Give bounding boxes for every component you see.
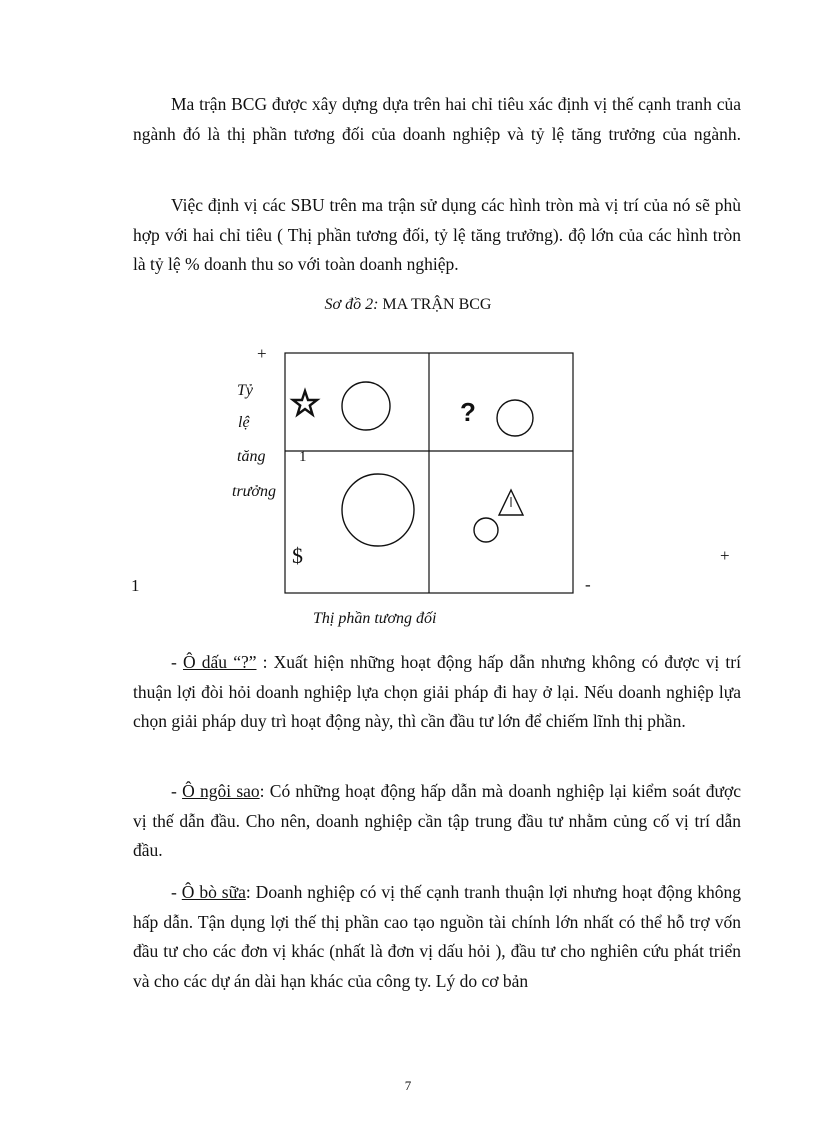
paragraph-bcg-intro-end: ngành. <box>693 123 741 144</box>
cash-cow-quadrant-circle <box>342 474 414 546</box>
bullet-star-text: : Có những hoạt động hấp dẫn mà doanh nghiệp lại kiểm soát được vị thế dẫn đầu. Cho nên, doanh nghiệp cần tập trung đầu tư nhằm củng cố vị trí dẫn đầu. <box>133 781 742 860</box>
y-axis-label-line-4: trưởng <box>232 483 276 500</box>
paragraph-sbu-positioning: Việc định vị các SBU trên ma trận sử dụng các hình tròn mà vị trí của nó sẽ phù hợp với hai chỉ tiêu ( Thị phần tương đối, tỷ lệ tăng trưởng). độ lớn của các hình tròn là tỷ lệ % doanh thu so với toàn doanh nghiệp. <box>133 195 741 274</box>
warning-triangle-icon <box>499 490 523 515</box>
axis-plus-top: + <box>257 344 267 363</box>
axis-minus-right: - <box>585 575 591 594</box>
star-icon <box>293 391 317 415</box>
axis-one-left: 1 <box>131 576 140 595</box>
cell-marker-one: 1 <box>299 449 307 465</box>
y-axis-label-line-3: tăng <box>237 448 266 465</box>
y-axis-label-line-2: lệ <box>238 414 250 431</box>
paragraph-bcg-intro <box>133 90 741 149</box>
bullet-question-prefix: - <box>171 652 183 672</box>
caption-title: MA TRẬN BCG <box>378 296 492 313</box>
bullet-cash-cow-term: Ô bò sữa <box>181 882 246 902</box>
caption-label: Sơ đồ 2: <box>324 296 379 313</box>
diagram-caption <box>0 296 816 314</box>
y-axis-label-line-1: Tỷ <box>237 382 253 399</box>
axis-plus-right: + <box>720 546 730 565</box>
star-quadrant-circle <box>342 382 390 430</box>
question-mark: ? <box>460 397 476 427</box>
paragraph-bcg-intro-text: Ma trận BCG được xây dựng dựa trên hai chỉ tiêu xác định vị thế cạnh tranh của ngành đó là thị phần tương đối của doanh nghiệp và tỷ lệ tăng trưởng của <box>133 94 741 144</box>
page-number: 7 <box>404 1078 412 1093</box>
x-axis-label: Thị phần tương đối <box>313 610 437 627</box>
bullet-question-text: : Xuất hiện những hoạt động hấp dẫn nhưng không có được vị trí thuận lợi đòi hỏi doanh nghiệp lựa chọn giải pháp đi hay ở lại. Nếu doanh nghiệp lựa chọn giải pháp duy trì hoạt động này, thì cần đầu tư lớn để chiếm lĩnh thị phần. <box>133 652 741 731</box>
bullet-cash-cow-prefix: - <box>171 882 182 902</box>
bullet-star-prefix: - <box>171 781 183 801</box>
bullet-question-cell <box>133 648 741 737</box>
dog-quadrant-circle <box>474 518 498 542</box>
bullet-star-term: Ô ngôi sao <box>182 781 260 801</box>
question-quadrant-circle <box>497 400 533 436</box>
bullet-cash-cow-cell <box>133 878 741 996</box>
matrix-border <box>285 353 573 593</box>
bullet-star-cell <box>133 777 741 866</box>
bullet-cash-cow-text: : Doanh nghiệp có vị thế cạnh tranh thuận lợi nhưng hoạt động không hấp dẫn. Tận dụng lợi thế thị phần cao tạo nguồn tài chính lớn nhất có thể hỗ trợ vốn đầu tư cho các đơn vị khác (nhất là đơn vị dấu hỏi ), đầu tư cho nghiên cứu phát triển và cho các dự án dài hạn khác của công ty. Lý do cơ bản <box>133 882 742 991</box>
bullet-question-term: Ô dấu “?” <box>182 652 257 672</box>
dollar-sign: $ <box>292 543 303 568</box>
